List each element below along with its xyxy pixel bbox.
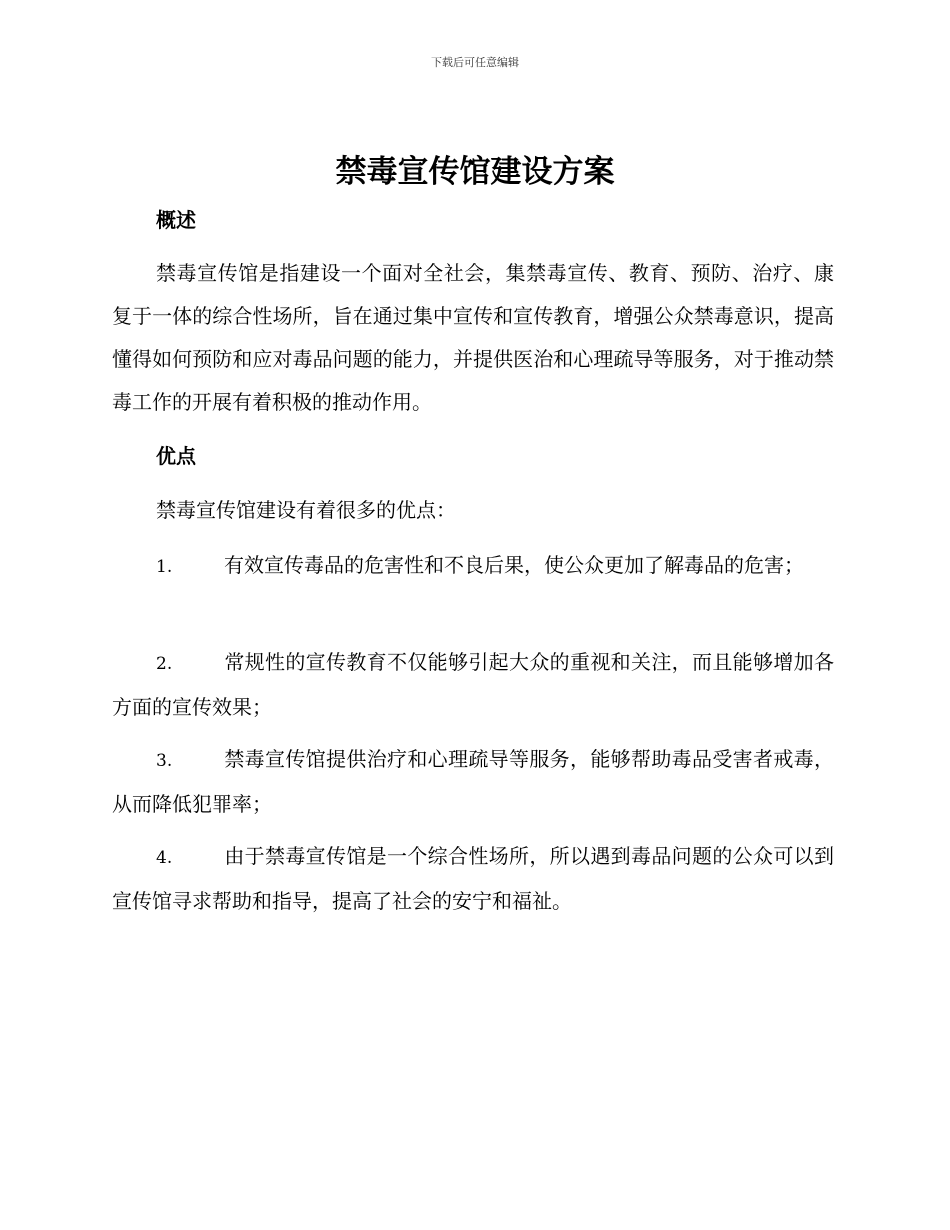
list-item-text: 禁毒宣传馆提供治疗和心理疏导等服务，能够帮助毒品受害者戒毒，从而降低犯罪率；: [112, 747, 834, 816]
list-item: [112, 641, 834, 729]
list-item: [112, 544, 834, 589]
list-item-number: 3.: [156, 751, 173, 771]
list-item-text: 由于禁毒宣传馆是一个综合性场所，所以遇到毒品问题的公众可以到宣传馆寻求帮助和指导，提高了社会的安宁和福祉。: [112, 844, 834, 913]
advantages-intro: 禁毒宣传馆建设有着很多的优点：: [156, 498, 456, 522]
list-item: [112, 835, 834, 923]
list-item-text: 常规性的宣传教育不仅能够引起大众的重视和关注，而且能够增加各方面的宣传效果；: [112, 650, 834, 719]
list-item-number: 1.: [156, 557, 173, 577]
list-item-text: 有效宣传毒品的危害性和不良后果，使公众更加了解毒品的危害；: [224, 553, 804, 577]
document-title: 禁毒宣传馆建设方案: [335, 154, 615, 190]
list-item: [112, 738, 834, 826]
list-item-number: 4.: [156, 848, 173, 868]
section-heading-overview: 概述: [156, 208, 196, 232]
list-item-number: 2.: [156, 654, 173, 674]
section-heading-advantages: 优点: [156, 444, 196, 468]
header-note: 下载后可任意编辑: [431, 56, 519, 69]
overview-paragraph: 禁毒宣传馆是指建设一个面对全社会，集禁毒宣传、教育、预防、治疗、康复于一体的综合性场所，旨在通过集中宣传和宣传教育，增强公众禁毒意识，提高懂得如何预防和应对毒品问题的能力，并提供医治和心理疏导等服务，对于推动禁毒工作的开展有着积极的推动作用。: [112, 261, 834, 414]
